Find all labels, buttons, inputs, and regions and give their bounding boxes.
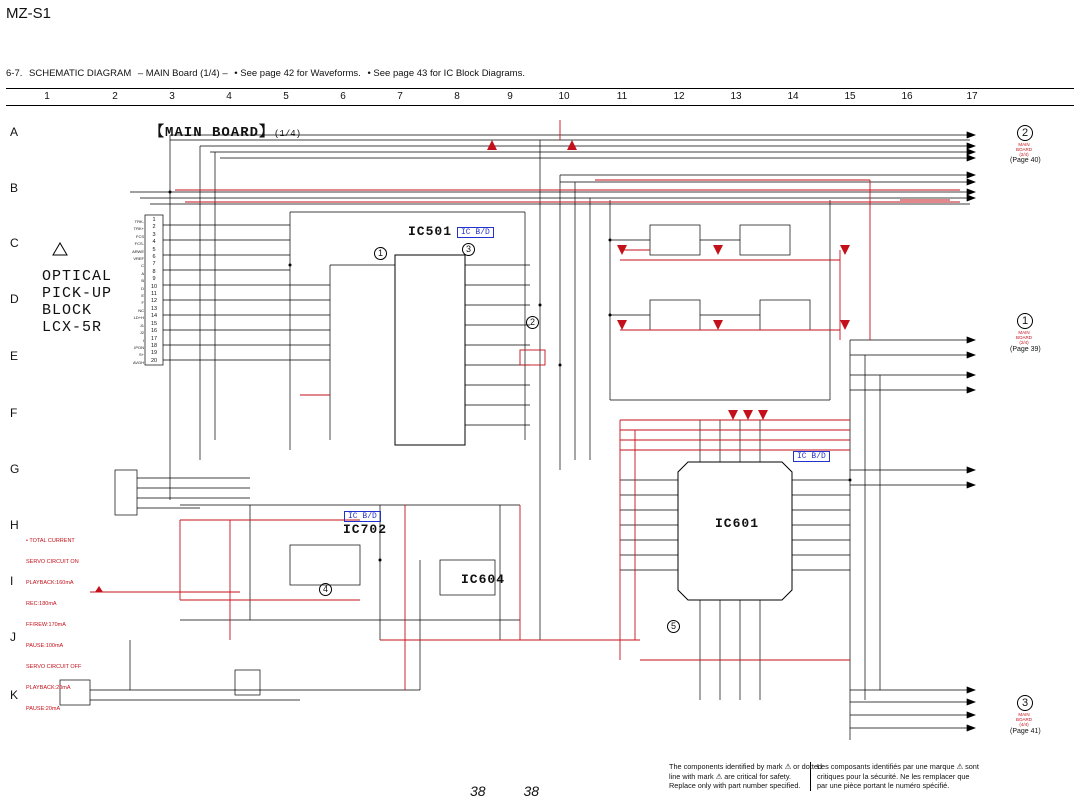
- ref-line: (2/4): [1019, 340, 1029, 345]
- callout-3: 3: [462, 243, 475, 256]
- pin-number: 14: [150, 313, 158, 320]
- column-label: 2: [112, 91, 118, 102]
- board-name: 【MAIN BOARD】: [150, 125, 275, 141]
- callout-1: 1: [374, 247, 387, 260]
- pickup-signal-names: [120, 218, 144, 366]
- model-name: MZ-S1: [6, 5, 51, 22]
- column-label: 6: [340, 91, 346, 102]
- column-label: 14: [787, 91, 799, 102]
- schematic-wiring: [60, 132, 975, 740]
- optical-line: LCX-5R: [42, 319, 103, 336]
- board-ref-2-text: [1009, 142, 1039, 157]
- pin-number: 4: [152, 239, 156, 246]
- current-note: PAUSE:100mA: [26, 643, 64, 649]
- signal-name: C: [141, 263, 144, 269]
- row-label: J: [10, 630, 16, 644]
- pin-number: 16: [150, 328, 158, 335]
- column-label: 16: [901, 91, 913, 102]
- row-label: E: [10, 349, 19, 363]
- ref-line: (2/4): [1019, 152, 1029, 157]
- pin-number: 5: [152, 246, 156, 253]
- callout-5: 5: [667, 620, 680, 633]
- ic601-board-tag: IC B/D: [793, 451, 830, 462]
- pin-number: 17: [150, 335, 158, 342]
- board-ref-3-text: [1009, 712, 1039, 727]
- safety-note-english: [669, 762, 822, 791]
- callout-4: 4: [319, 583, 332, 596]
- board-ref-1-page[interactable]: (Page 39): [1010, 346, 1041, 353]
- column-label: 12: [673, 91, 685, 102]
- pin-number: 10: [150, 283, 158, 290]
- optical-line: PICK-UP: [42, 285, 113, 302]
- ic604-label: IC604: [461, 572, 506, 587]
- signal-name: FCS-: [134, 241, 144, 247]
- ref-line: BOARD: [1015, 335, 1032, 340]
- page-numbers: 38 38: [470, 783, 540, 799]
- column-label: 15: [844, 91, 856, 102]
- block-diagram-note: • See page 43 for IC Block Diagrams.: [367, 68, 525, 79]
- note-line: critiques pour la sécurité. Ne les remplacer que: [817, 771, 970, 781]
- signal-name: VREF: [133, 256, 144, 262]
- ic702-label: IC702: [343, 522, 388, 537]
- row-label: C: [10, 236, 19, 250]
- current-note: • TOTAL CURRENT: [26, 538, 75, 544]
- column-label: 11: [616, 91, 628, 102]
- board-fraction: (1/4): [274, 129, 302, 139]
- ref-line: MAIN: [1018, 330, 1030, 335]
- optical-line: OPTICAL: [42, 268, 113, 285]
- ref-line: BOARD: [1015, 717, 1032, 722]
- pin-number: 2: [152, 224, 156, 231]
- pin-number: 13: [150, 305, 158, 312]
- pin-number: 20: [150, 357, 158, 364]
- note-line: Replace only with part number specified.: [669, 781, 801, 790]
- signal-name: B: [141, 278, 144, 284]
- column-label: 3: [169, 91, 175, 102]
- column-label: 9: [507, 91, 513, 102]
- signal-name: AVGH: [132, 359, 144, 365]
- signal-name: LD+H: [133, 315, 144, 321]
- note-line: line with mark ⚠ are critical for safety.: [669, 771, 791, 781]
- column-label: 17: [966, 91, 978, 102]
- pin-number: 12: [150, 298, 158, 305]
- row-label: D: [10, 292, 19, 306]
- board-title: [150, 121, 301, 141]
- pin-number: 7: [152, 261, 156, 268]
- pin-number: 1: [152, 217, 156, 223]
- current-note: SERVO CIRCUIT OFF: [26, 664, 82, 670]
- ic501-board-tag: IC B/D: [457, 227, 494, 238]
- ref-line: BOARD: [1015, 147, 1032, 152]
- signal-name: TRK-: [134, 219, 144, 224]
- ref-line: MAIN: [1018, 142, 1030, 147]
- signal-name: S+: [138, 352, 144, 358]
- column-label: 7: [397, 91, 403, 102]
- column-label: 8: [454, 91, 460, 102]
- optical-pickup-label: [42, 268, 112, 336]
- signal-name: ARWE: [132, 248, 144, 254]
- signal-name: NC: [138, 307, 144, 313]
- signal-name: F: [141, 300, 144, 306]
- pin-number: 15: [150, 320, 158, 327]
- waveform-note: • See page 42 for Waveforms.: [234, 68, 361, 79]
- column-label: 10: [558, 91, 570, 102]
- note-line: Les composants identifiés par une marque ⚠ sont: [817, 762, 979, 771]
- row-label: F: [10, 406, 18, 420]
- note-line: The components identified by mark ⚠ or dotted: [669, 762, 822, 771]
- note-line: par une pièce portant le numéro spécifié.: [817, 781, 950, 790]
- signal-name: J2: [139, 330, 144, 336]
- warning-icon: [53, 243, 67, 255]
- signal-name: J1: [139, 322, 144, 328]
- optical-line: BLOCK: [42, 302, 93, 319]
- ref-line: (4/4): [1019, 722, 1029, 727]
- signal-name: A: [141, 270, 144, 276]
- current-note: PLAYBACK:20mA: [26, 685, 71, 691]
- row-label: K: [10, 688, 19, 702]
- column-label: 4: [226, 91, 232, 102]
- board-ref-3-page[interactable]: (Page 41): [1010, 728, 1041, 735]
- column-label: 5: [283, 91, 289, 102]
- row-label: A: [10, 125, 19, 139]
- diagram-title: SCHEMATIC DIAGRAM: [29, 68, 132, 79]
- current-note: SERVO CIRCUIT ON: [26, 559, 79, 565]
- pickup-pin-numbers: [148, 217, 160, 365]
- pin-number: 8: [152, 268, 156, 275]
- signal-name: TRK+: [133, 226, 144, 232]
- ic702-board-tag: IC B/D: [344, 511, 381, 522]
- board-ref-1-text: [1009, 330, 1039, 345]
- pin-number: 9: [152, 276, 156, 283]
- callout-2: 2: [526, 316, 539, 329]
- pin-number: 3: [152, 231, 156, 238]
- signal-name: FCS: [136, 233, 144, 239]
- ref-line: MAIN: [1018, 712, 1030, 717]
- signal-name: E: [141, 293, 144, 299]
- ic501-label: IC501: [408, 224, 453, 239]
- column-label: 1: [44, 91, 50, 102]
- row-label: G: [10, 462, 20, 476]
- column-label: 13: [730, 91, 742, 102]
- junction-dots: [169, 191, 852, 562]
- signal-name: IPON: [134, 344, 144, 350]
- current-note: PLAYBACK:160mA: [26, 580, 74, 586]
- pin-number: 18: [150, 342, 158, 349]
- board-ref-2[interactable]: 2: [1017, 125, 1033, 141]
- signal-name: D: [141, 285, 144, 291]
- row-label: I: [10, 574, 14, 588]
- current-note: REC:180mA: [26, 601, 57, 607]
- row-label: B: [10, 181, 19, 195]
- pin-number: 11: [151, 291, 157, 298]
- pin-number: 19: [150, 350, 158, 357]
- current-note: PAUSE:20mA: [26, 706, 61, 712]
- current-note: FF/REW:170mA: [26, 622, 66, 628]
- section-number: 6-7.: [6, 68, 23, 79]
- signal-name: I: [142, 337, 144, 343]
- safety-note-french: [810, 762, 979, 791]
- board-ref-3[interactable]: 3: [1017, 695, 1033, 711]
- total-current-notes: [26, 524, 81, 720]
- board-ref-2-page[interactable]: (Page 40): [1010, 157, 1041, 164]
- pin-number: 6: [152, 254, 156, 261]
- row-label: H: [10, 518, 19, 532]
- diagram-subtitle: – MAIN Board (1/4) –: [137, 68, 228, 79]
- ic601-label: IC601: [715, 516, 760, 531]
- board-ref-1[interactable]: 1: [1017, 313, 1033, 329]
